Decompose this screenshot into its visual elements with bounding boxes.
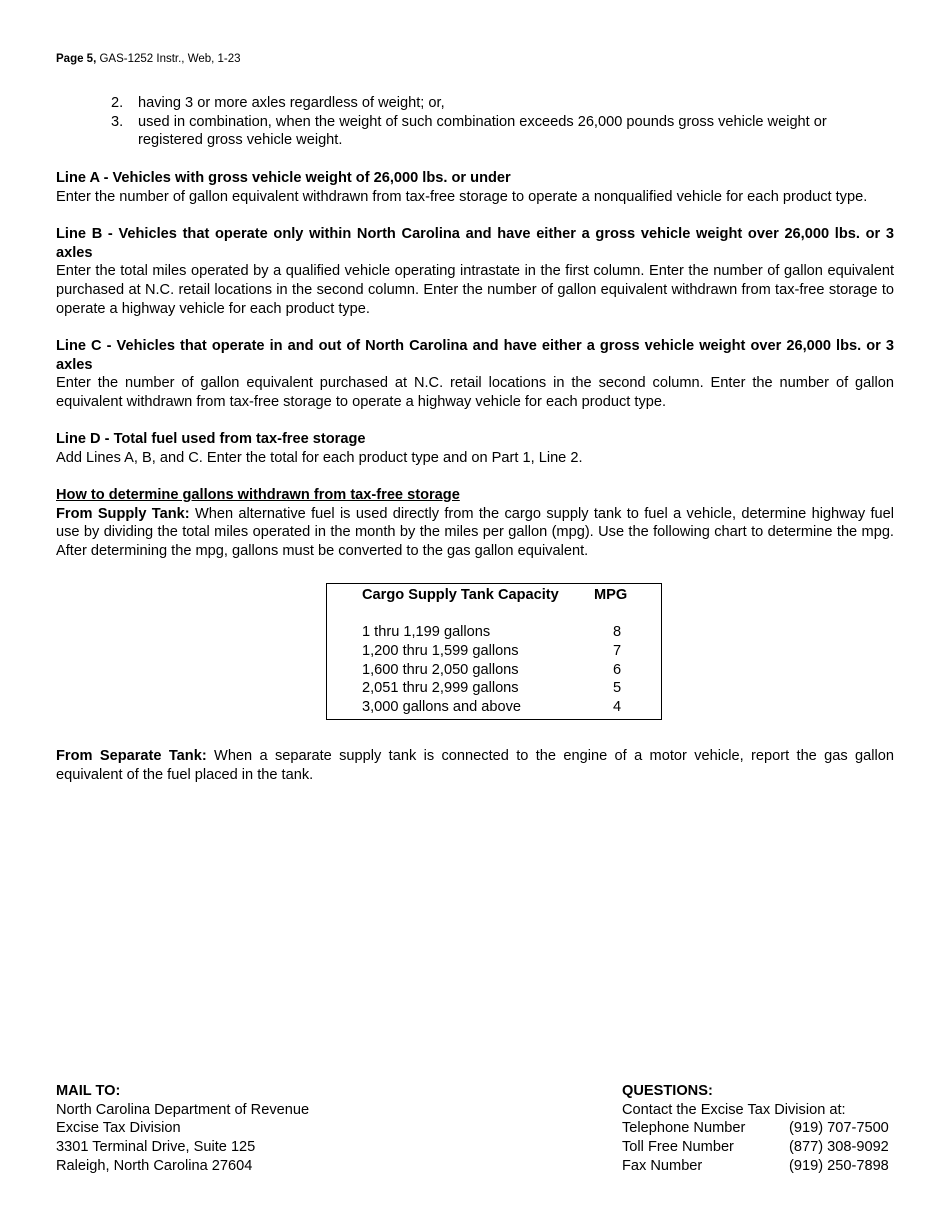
form-id: GAS-1252 Instr., Web, 1-23 (99, 53, 241, 65)
contact-value: (919) 707-7500 (789, 1120, 889, 1137)
mpg-value: 7 (612, 643, 622, 659)
separate-tank-body: When a separate supply tank is connected to the engine of a motor vehicle, report the gas gallon equivalent of the fuel placed in the tank. (56, 748, 894, 783)
table-row (362, 642, 622, 661)
list-item-text: having 3 or more axles regardless of weight; or, (138, 95, 445, 111)
line-a-section (56, 169, 894, 206)
contact-label: Fax Number (622, 1157, 703, 1174)
mpg-table-header-mpg: MPG (594, 587, 628, 603)
mail-to-line: 3301 Terminal Drive, Suite 125 (56, 1139, 256, 1156)
mail-to-heading: MAIL TO: (56, 1083, 121, 1099)
mail-to-line: Excise Tax Division (56, 1120, 181, 1137)
line-b-heading: Line B - Vehicles that operate only within North Carolina and have either a gross vehicle weight over 26,000 lbs. or 3 axles (56, 226, 894, 261)
contact-row (622, 1157, 902, 1176)
contact-row (622, 1119, 902, 1138)
supply-tank-body: When alternative fuel is used directly from the cargo supply tank to fuel a vehicle, determine highway fuel use by dividing the total miles operated in the month by the miles per gallon (mpg). Use the following chart to determine the mpg. After determining the mpg, gallons must be converted to the gas gallon equivalent. (56, 505, 894, 560)
questions-heading: QUESTIONS: (622, 1083, 713, 1099)
tank-capacity-range: 1 thru 1,199 gallons (362, 624, 491, 640)
page-header (56, 52, 241, 66)
contact-value: (877) 308-9092 (789, 1139, 889, 1156)
table-row (362, 623, 622, 642)
list-item-number: 3. (111, 113, 124, 130)
mpg-table (326, 583, 662, 720)
how-to-heading: How to determine gallons withdrawn from tax-free storage (56, 487, 460, 503)
mail-to-line: Raleigh, North Carolina 27604 (56, 1157, 253, 1174)
table-row (362, 661, 622, 680)
mail-to-block (56, 1082, 356, 1176)
tank-capacity-range: 1,600 thru 2,050 gallons (362, 662, 519, 678)
line-b-section (56, 225, 894, 319)
mpg-value: 5 (612, 680, 622, 696)
line-a-body: Enter the number of gallon equivalent withdrawn from tax-free storage to operate a nonqualified vehicle for each product type. (56, 188, 868, 205)
how-to-section (56, 486, 894, 561)
table-row (362, 698, 622, 717)
mail-to-line: North Carolina Department of Revenue (56, 1101, 310, 1118)
mpg-value: 6 (612, 662, 622, 678)
line-d-body: Add Lines A, B, and C. Enter the total for each product type and on Part 1, Line 2. (56, 449, 583, 466)
list-item-number: 2. (111, 95, 124, 111)
contact-label: Telephone Number (622, 1120, 746, 1137)
contact-value: (919) 250-7898 (789, 1157, 889, 1174)
line-a-heading: Line A - Vehicles with gross vehicle weight of 26,000 lbs. or under (56, 170, 511, 186)
questions-block (622, 1082, 902, 1175)
line-d-heading: Line D - Total fuel used from tax-free storage (56, 431, 366, 447)
axle-criteria-list (111, 94, 894, 150)
list-item (111, 113, 894, 150)
tank-capacity-range: 3,000 gallons and above (362, 699, 522, 715)
list-item (111, 94, 894, 113)
questions-intro: Contact the Excise Tax Division at: (622, 1101, 846, 1118)
separate-tank-paragraph (56, 747, 894, 784)
mpg-table-header-capacity: Cargo Supply Tank Capacity (362, 587, 559, 603)
tank-capacity-range: 1,200 thru 1,599 gallons (362, 643, 519, 659)
supply-tank-paragraph (56, 505, 894, 561)
line-d-section (56, 430, 894, 467)
line-b-body: Enter the total miles operated by a qualified vehicle operating intrastate in the first column. Enter the number of gallon equivalent purchased at N.C. retail locations in the second column. Enter the number of gallon equivalent withdrawn from tax-free storage to operate a highway vehicle for each product type. (56, 263, 894, 317)
contact-row (622, 1138, 902, 1157)
contact-label: Toll Free Number (622, 1139, 734, 1156)
line-c-body: Enter the number of gallon equivalent purchased at N.C. retail locations in the second column. Enter the number of gallon equivalent withdrawn from tax-free storage to operate a highway vehicle for each product type. (56, 375, 894, 411)
line-c-section (56, 337, 894, 412)
mpg-value: 4 (612, 699, 622, 715)
mpg-value: 8 (612, 624, 622, 640)
separate-tank-label: From Separate Tank: (56, 748, 207, 764)
supply-tank-label: From Supply Tank: (56, 505, 190, 522)
line-c-heading: Line C - Vehicles that operate in and out of North Carolina and have either a gross vehicle weight over 26,000 lbs. or 3 axles (56, 338, 894, 373)
tank-capacity-range: 2,051 thru 2,999 gallons (362, 680, 519, 696)
list-item-text: used in combination, when the weight of such combination exceeds 26,000 pounds gross vehicle weight or registered gross vehicle weight. (138, 113, 827, 149)
page-number-label: Page 5, (56, 53, 97, 65)
table-row (362, 679, 622, 698)
